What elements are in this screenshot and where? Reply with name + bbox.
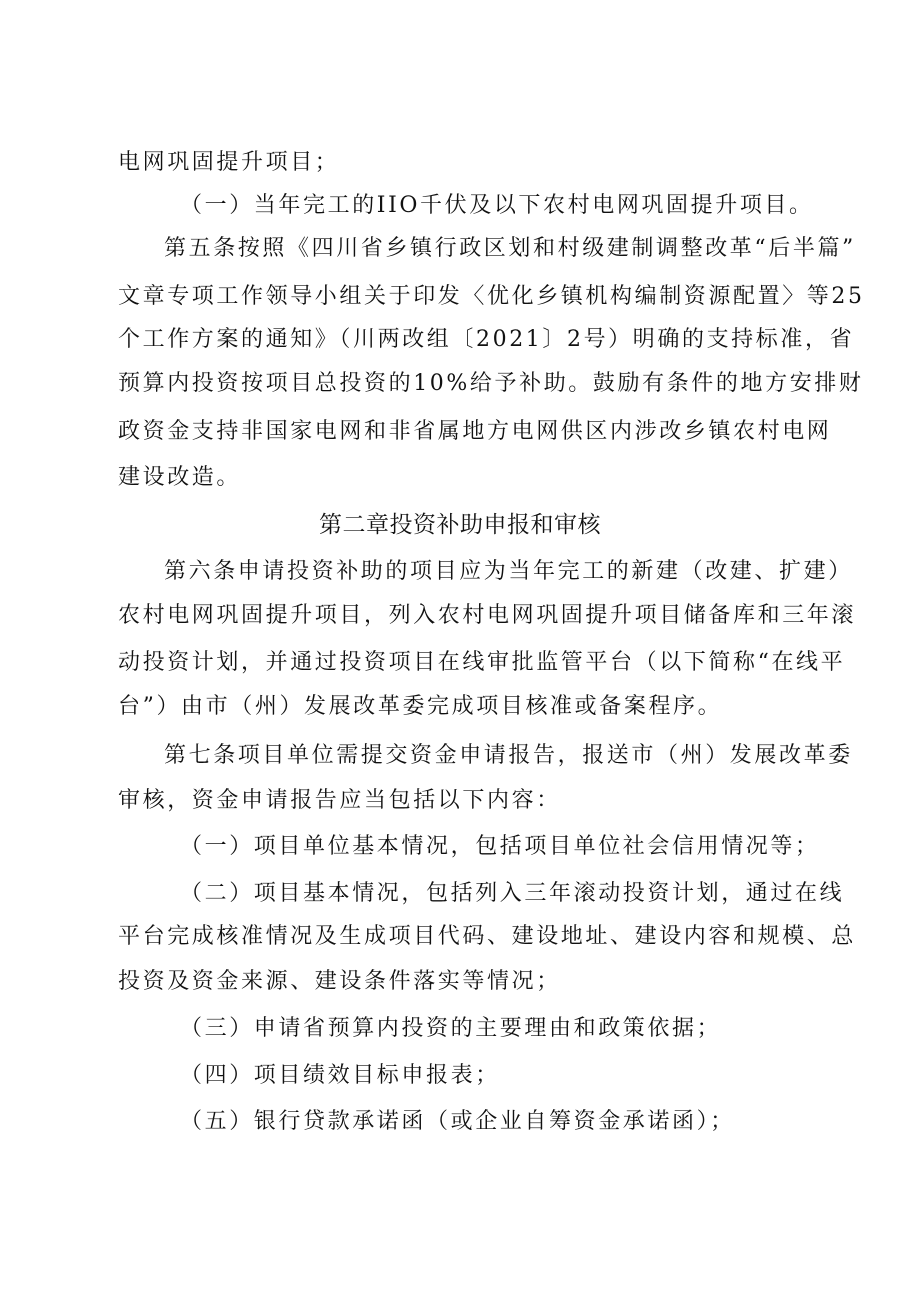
paragraph-line: 电网巩固提升项目； (118, 150, 340, 175)
article-7-line: 审核，资金申请报告应当包括以下内容： (118, 788, 561, 813)
article-6-line: 第六条申请投资补助的项目应为当年完工的新建（改建、扩建） (164, 559, 853, 584)
article-5-line: 政资金支持非国家电网和非省属地方电网供区内涉改乡镇农村电网 (118, 419, 832, 444)
article-6-line: 动投资计划，并通过投资项目在线审批监管平台（以下简称“在线平 (118, 650, 846, 675)
list-item-continuation: 平台完成核准情况及生成项目代码、建设地址、建设内容和规模、总 (118, 924, 857, 949)
article-5-line: 文章专项工作领导小组关于印发〈优化乡镇机构编制资源配置〉等25 (118, 284, 865, 309)
article-5-line: 第五条按照《四川省乡镇行政区划和村级建制调整改革“后半篇” (164, 236, 856, 261)
article-6-line: 台”）由市（州）发展改革委完成项目核准或备案程序。 (118, 694, 723, 719)
article-5-line: 预算内投资按项目总投资的10%给予补助。鼓励有条件的地方安排财 (118, 371, 864, 396)
list-item: （五）银行贷款承诺函（或企业自筹资金承诺函）； (180, 1109, 735, 1134)
article-5-line: 个工作方案的通知》（川两改组〔2021〕2号）明确的支持标准，省 (118, 327, 855, 352)
chapter-heading: 第二章投资补助申报和审核 (319, 512, 601, 538)
list-item: （四）项目绩效目标申报表； (180, 1063, 500, 1088)
article-5-line: 建设改造。 (118, 465, 242, 490)
article-7-line: 第七条项目单位需提交资金申请报告，报送市（州）发展改革委 (164, 743, 853, 768)
list-item: （一）项目单位基本情况，包括项目单位社会信用情况等； (180, 834, 820, 859)
list-item: （三）申请省预算内投资的主要理由和政策依据； (180, 1016, 722, 1041)
list-item-continuation: 投资及资金来源、建设条件落实等情况； (118, 969, 561, 994)
list-item: （二）项目基本情况，包括列入三年滚动投资计划，通过在线 (180, 881, 845, 906)
article-6-line: 农村电网巩固提升项目，列入农村电网巩固提升项目储备库和三年滚 (118, 603, 857, 628)
list-item: （一）当年完工的IIO千伏及以下农村电网巩固提升项目。 (180, 193, 814, 218)
